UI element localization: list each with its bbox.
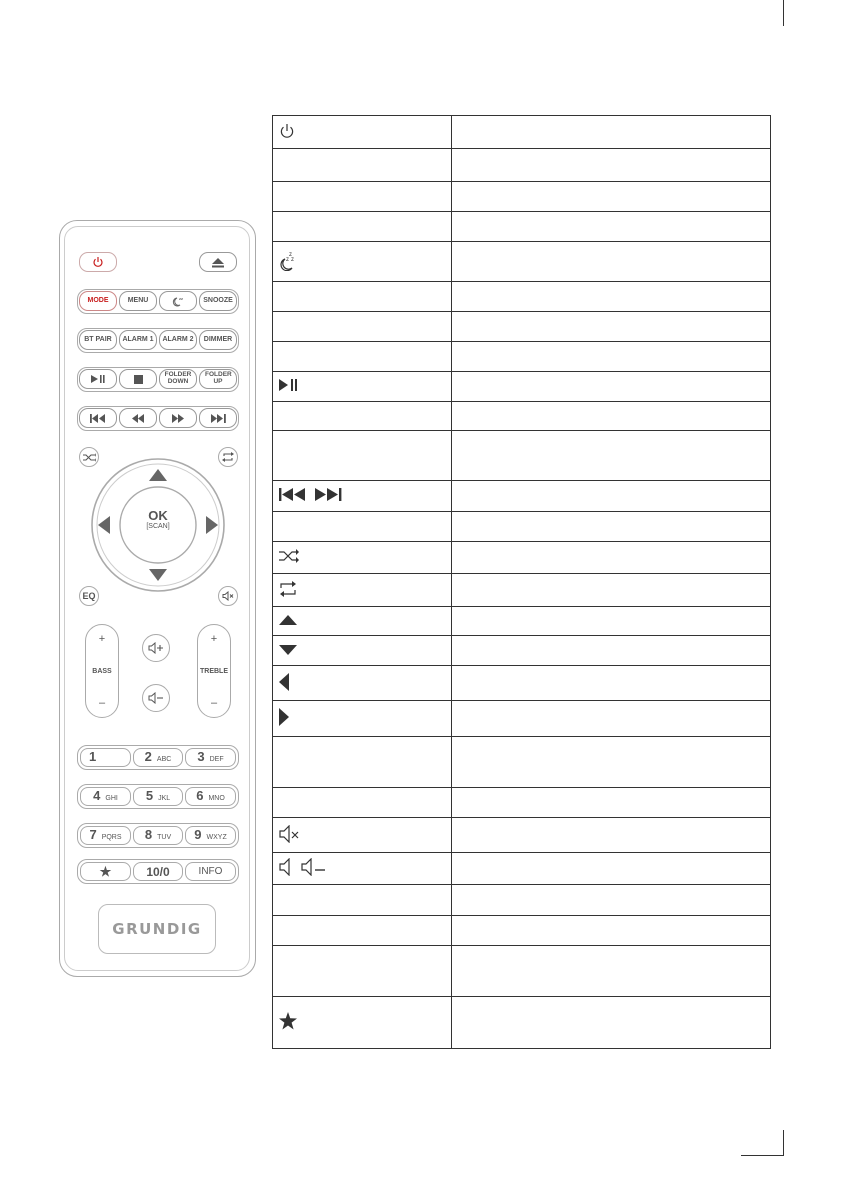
table-row [273,997,771,1049]
bass-label: BASS [92,667,112,675]
symbol-cell [273,666,452,701]
description-cell [452,607,771,636]
symbol-cell [273,574,452,607]
description-cell [452,788,771,818]
table-row [273,946,771,997]
skip-forward-icon [315,488,343,501]
sleep-icon [171,295,185,307]
bass-rocker[interactable] [85,624,119,718]
description-cell [452,666,771,701]
stop-button[interactable] [119,369,157,389]
description-cell [452,212,771,242]
description-cell [452,431,771,481]
description-cell [452,242,771,282]
eq-label: EQ [82,591,96,601]
table-row [273,666,771,701]
description-cell [452,312,771,342]
table-row [273,342,771,372]
table-row [273,818,771,853]
description-cell [452,818,771,853]
arrow-left-icon [279,673,289,691]
key-7-letters: PQRS [101,834,122,841]
key-9-number: 9 [194,827,202,842]
alarm1-button[interactable] [119,330,157,350]
key-6-number: 6 [196,788,204,803]
key-7[interactable] [80,826,131,845]
folder-down-label: FOLDER DOWN [164,371,192,385]
brand-logo: GRUNDIG [112,920,202,938]
key-7-number: 7 [89,827,97,842]
skip-forward-icon [210,414,226,423]
favorite-button[interactable] [80,862,131,881]
key-4-number: 4 [93,788,101,803]
description-cell [452,372,771,402]
treble-rocker[interactable] [197,624,231,718]
star-icon [279,1012,297,1030]
skip-forward-button[interactable] [199,408,237,428]
key-9-letters: WXYZ [206,834,227,841]
key-10-0[interactable] [133,862,183,881]
table-row [273,737,771,788]
table-row [273,282,771,312]
remote-key-table [272,115,771,1049]
table-row [273,212,771,242]
volume-down-icon [148,692,164,704]
info-label: INFO [198,866,223,877]
symbol-cell [273,481,452,512]
fast-forward-icon [171,414,185,423]
arrow-down-icon [279,645,297,655]
key-8[interactable] [133,826,183,845]
svg-text:z: z [291,257,294,263]
table-row [273,312,771,342]
skip-back-button[interactable] [79,408,117,428]
key-6[interactable] [185,787,236,806]
table-row [273,182,771,212]
eq-button[interactable] [79,586,99,606]
skip-back-icon [279,488,307,501]
key-2-number: 2 [144,749,152,764]
info-button[interactable] [185,862,236,881]
table-row [273,574,771,607]
key-5[interactable] [133,787,183,806]
star-icon: ★ [99,863,112,879]
repeat-icon [279,581,297,597]
symbol-cell [273,116,452,149]
play-pause-icon [90,374,106,384]
play-pause-button[interactable] [79,369,117,389]
key-5-number: 5 [145,788,154,803]
menu-button[interactable] [119,291,157,311]
eject-button[interactable] [199,252,237,272]
key-5-letters: JKL [158,795,171,802]
mode-button[interactable] [79,291,117,311]
key-3-letters: DEF [209,756,224,763]
treble-plus[interactable]: + [210,633,218,645]
bass-plus[interactable]: + [98,633,106,645]
key-8-number: 8 [144,827,153,842]
table-row [273,402,771,431]
power-icon [279,123,295,139]
rewind-icon [131,414,145,423]
power-icon [92,256,104,268]
description-cell [452,574,771,607]
symbol-cell [273,818,452,853]
key-8-letters: TUV [157,834,172,841]
table-row [273,512,771,542]
snooze-label: SNOOZE [203,297,233,305]
table-row [273,116,771,149]
description-cell [452,737,771,788]
key-2[interactable] [133,748,183,767]
table-row [273,481,771,512]
description-cell [452,402,771,431]
ok-button[interactable] [120,508,196,542]
symbol-cell [273,701,452,737]
description-cell [452,116,771,149]
key-3[interactable] [185,748,236,767]
key-6-letters: MNO [208,795,225,802]
sleep-button[interactable] [159,291,197,311]
alarm1-label: ALARM 1 [122,336,154,344]
description-cell [452,946,771,997]
description-cell [452,149,771,182]
shuffle-icon [279,549,299,563]
symbol-cell [273,997,452,1049]
key-4-letters: GHI [105,795,118,802]
symbol-cell [273,853,452,885]
table-row [273,701,771,737]
treble-label: TREBLE [200,667,228,675]
key-2-letters: ABC [156,756,172,763]
description-cell [452,636,771,666]
mode-label: MODE [87,297,109,305]
mute-icon [222,591,234,601]
bt-pair-label: BT PAIR [84,336,112,344]
mute-button[interactable] [218,586,238,606]
play-pause-icon [279,379,299,391]
volume-up-icon [148,642,164,654]
key-4[interactable] [80,787,131,806]
mute-icon [279,825,301,843]
symbol-cell [273,242,452,282]
table-row [273,149,771,182]
description-cell [452,282,771,312]
ok-label: OK [148,508,168,523]
volume-up-button[interactable] [142,634,170,662]
description-cell [452,342,771,372]
key-10-0-label: 10/0 [146,864,170,879]
symbol-cell [273,607,452,636]
table-row [273,242,771,282]
description-cell [452,182,771,212]
table-row [273,636,771,666]
description-cell [452,512,771,542]
description-cell [452,542,771,574]
folder-up-button[interactable] [199,369,237,389]
key-1[interactable] [80,748,131,767]
description-cell [452,853,771,885]
symbol-cell [273,372,452,402]
brand-logo-box [98,904,216,954]
symbol-cell [273,542,452,574]
key-3-number: 3 [197,749,205,764]
key-9[interactable] [185,826,236,845]
alarm2-button[interactable] [159,330,197,350]
treble-minus[interactable]: – [210,697,218,709]
eject-icon [211,257,225,268]
crop-mark-bottom [783,1130,784,1156]
description-cell [452,701,771,737]
sleep-icon [279,249,297,271]
arrow-right-icon [279,708,289,726]
table-row [273,853,771,885]
table-row [273,607,771,636]
table-row [273,431,771,481]
menu-label: MENU [127,297,149,305]
volume-icon [279,858,293,876]
arrow-up-icon [279,615,297,625]
key-1-number: 1 [89,749,97,764]
rewind-button[interactable] [119,408,157,428]
skip-back-icon [90,414,106,423]
dimmer-button[interactable] [199,330,237,350]
table-row [273,542,771,574]
crop-mark-bottom-horizontal [741,1155,783,1156]
snooze-button[interactable] [199,291,237,311]
description-cell [452,885,771,916]
symbol-cell [273,636,452,666]
description-cell [452,916,771,946]
svg-text:zz: zz [179,296,183,301]
bass-minus[interactable]: – [98,697,106,709]
table-row [273,372,771,402]
volume-down-icon [301,858,327,876]
table-row [273,788,771,818]
alarm2-label: ALARM 2 [162,336,194,344]
scan-label: [SCAN] [146,523,170,530]
table-row [273,916,771,946]
bt-pair-button[interactable] [79,330,117,350]
description-cell [452,481,771,512]
svg-text:z: z [289,252,292,258]
dimmer-label: DIMMER [203,336,233,344]
svg-text:z: z [286,257,289,263]
stop-icon [134,375,143,384]
crop-mark-top [783,0,784,26]
power-button[interactable] [79,252,117,272]
folder-up-label: FOLDER UP [205,371,232,385]
table-row [273,885,771,916]
folder-down-button[interactable] [159,369,197,389]
fast-forward-button[interactable] [159,408,197,428]
description-cell [452,997,771,1049]
volume-down-button[interactable] [142,684,170,712]
